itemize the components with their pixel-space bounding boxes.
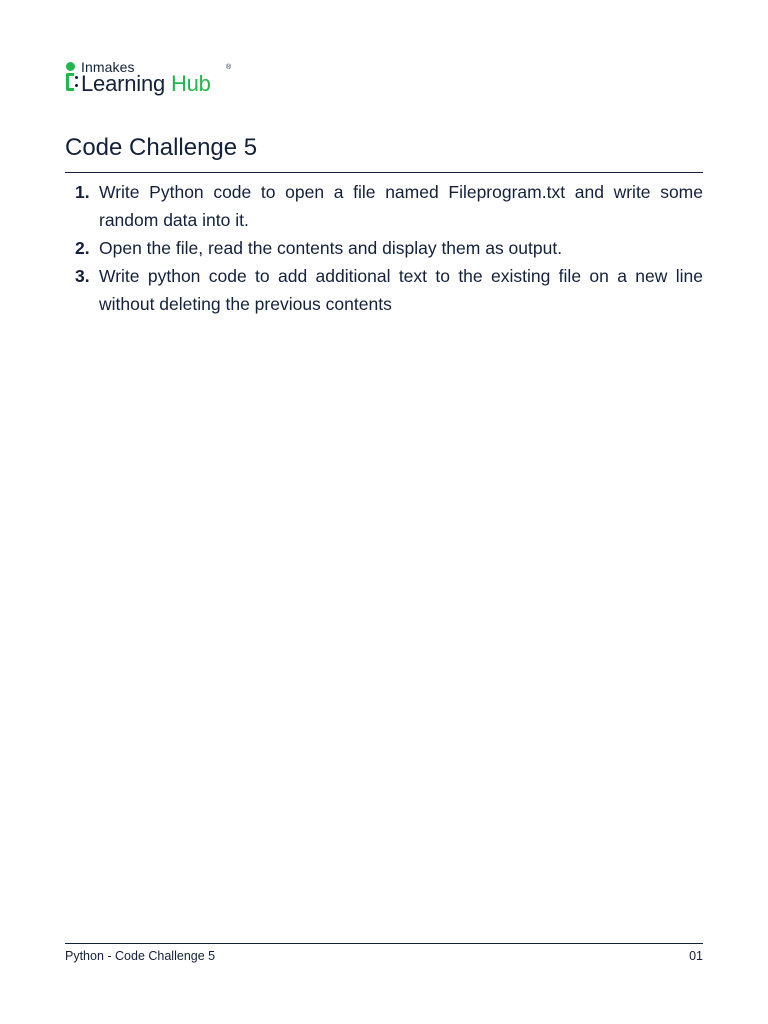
- logo-brand-main: [81, 71, 211, 97]
- title-divider: [65, 172, 703, 173]
- logo-colon-icon: [75, 84, 78, 87]
- list-item-text: Write python code to add additional text to the existing file on a new line without deleting the previous contents: [99, 266, 703, 314]
- list-item-text: Open the file, read the contents and display them as output.: [99, 238, 563, 258]
- list-item-number: 1.: [75, 182, 90, 202]
- list-item-number: 3.: [75, 266, 90, 286]
- logo-colon-icon: [75, 76, 78, 79]
- logo-brand-top: Inmakes: [81, 59, 135, 75]
- list-item-text: Write Python code to open a file named Fileprogram.txt and write some random data into it.: [99, 182, 703, 230]
- list-item: [65, 178, 703, 234]
- registered-mark: ®: [226, 64, 232, 71]
- challenge-list: [65, 178, 703, 318]
- page-title: Code Challenge 5: [65, 134, 258, 161]
- brand-logo: [65, 60, 240, 100]
- logo-dot-icon: [66, 62, 75, 71]
- page-number: 01: [689, 949, 703, 963]
- list-item: [65, 262, 703, 318]
- list-item: [65, 234, 703, 262]
- list-item-number: 2.: [75, 238, 90, 258]
- footer-title: Python - Code Challenge 5: [65, 949, 216, 963]
- logo-brand-hub: Hub: [170, 71, 211, 96]
- logo-brand-learning: Learning: [81, 71, 166, 96]
- logo-bracket-icon: [66, 73, 74, 91]
- footer-divider: [65, 943, 703, 944]
